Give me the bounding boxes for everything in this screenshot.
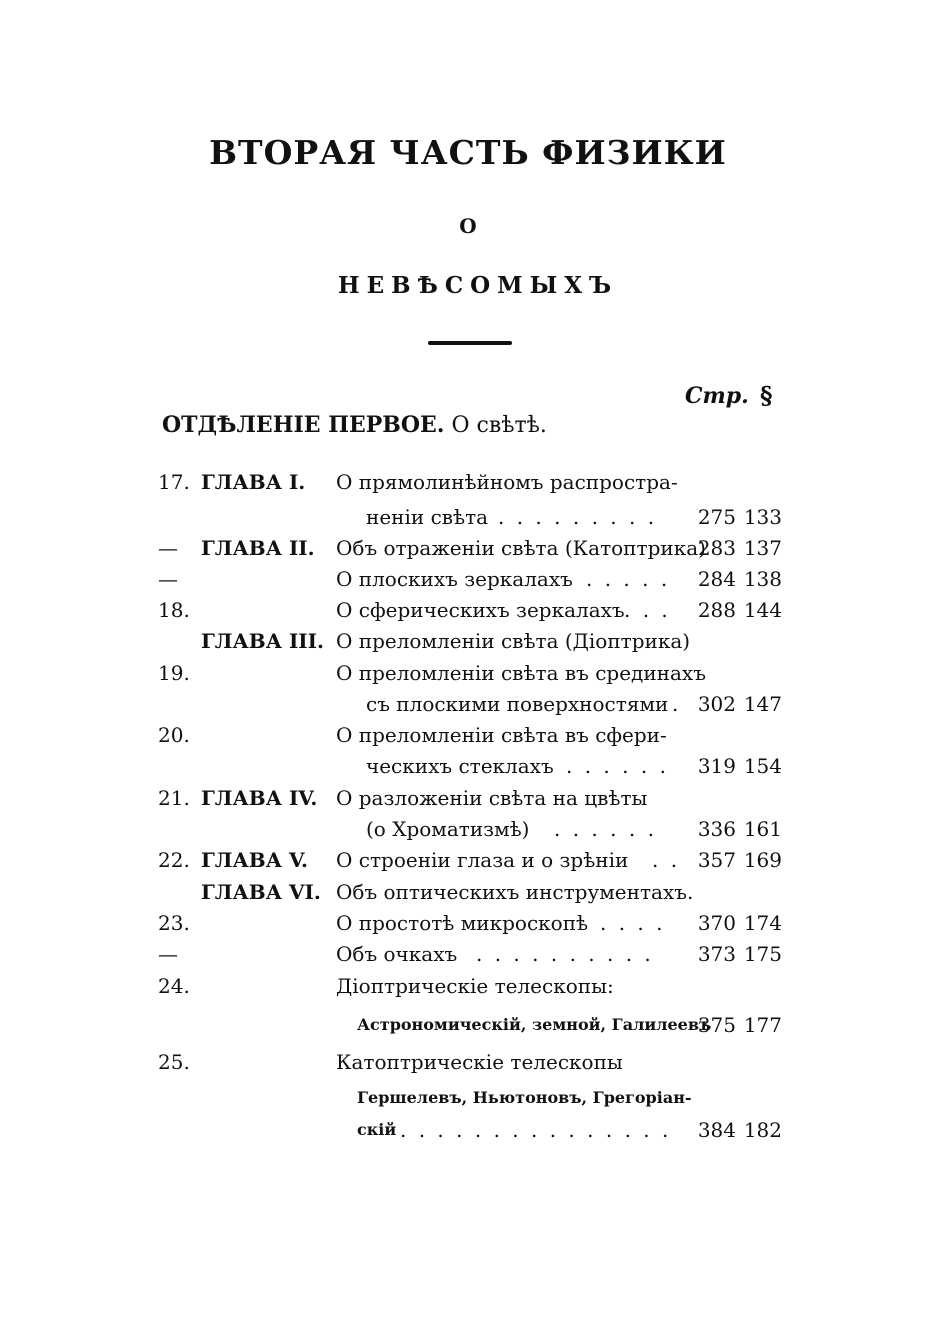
row-number: 25. bbox=[158, 1050, 190, 1074]
page-number: 370 bbox=[697, 911, 736, 935]
page-number: 319 bbox=[697, 754, 736, 778]
section-name: ОТДѢЛЕНІЕ ПЕРВОЕ. bbox=[162, 412, 445, 438]
dot-leader: . . bbox=[652, 848, 681, 872]
dot-leader: . bbox=[672, 692, 682, 716]
row-number: 18. bbox=[158, 598, 190, 622]
paragraph-number: 144 bbox=[743, 598, 782, 622]
chapter-label: ГЛАВА VI. bbox=[201, 880, 321, 904]
toc-row bbox=[0, 845, 936, 875]
toc-row bbox=[0, 939, 936, 969]
entry-text: О преломленіи свѣта въ сфери- bbox=[336, 723, 667, 747]
entry-text: съ плоскими поверхностями bbox=[366, 692, 669, 716]
chapter-label: ГЛАВА IV. bbox=[201, 786, 318, 810]
entry-text: О простотѣ микроскопѣ bbox=[336, 911, 589, 935]
divider bbox=[428, 341, 512, 345]
paragraph-number: 169 bbox=[743, 848, 782, 872]
dot-leader: . . . . bbox=[600, 911, 666, 935]
paragraph-number: 137 bbox=[743, 536, 782, 560]
paragraph-number: 161 bbox=[743, 817, 782, 841]
row-number: 21. bbox=[158, 786, 190, 810]
paragraph-number: 182 bbox=[743, 1118, 782, 1142]
toc-row bbox=[0, 1010, 936, 1040]
toc-row bbox=[0, 908, 936, 938]
page-number: 288 bbox=[697, 598, 736, 622]
entry-text: Діоптрическіе телескопы: bbox=[336, 974, 614, 998]
paragraph-number: 177 bbox=[743, 1013, 782, 1037]
entry-text: Объ отраженіи свѣта (Катоптрика) bbox=[336, 536, 706, 560]
page-number: 384 bbox=[697, 1118, 736, 1142]
row-number: — bbox=[158, 536, 178, 560]
entry-text: О преломленіи свѣта въ срединахъ bbox=[336, 661, 706, 685]
entry-text: О прямолинѣйномъ распростра- bbox=[336, 470, 678, 494]
entry-text: Объ очкахъ bbox=[336, 942, 458, 966]
chapter-label: ГЛАВА III. bbox=[201, 629, 324, 653]
toc-row bbox=[0, 626, 936, 656]
paragraph-number: 147 bbox=[743, 692, 782, 716]
page-number: 275 bbox=[697, 505, 736, 529]
dot-leader: . . . bbox=[624, 598, 671, 622]
toc-row bbox=[0, 877, 936, 907]
entry-text: О преломленіи свѣта (Діоптрика) bbox=[336, 629, 691, 653]
section-heading bbox=[162, 412, 547, 438]
subtitle-preposition: О bbox=[459, 214, 477, 238]
row-number: 17. bbox=[158, 470, 190, 494]
entry-text: Объ оптическихъ инструментахъ. bbox=[336, 880, 694, 904]
toc-row bbox=[0, 783, 936, 813]
entry-text: скій bbox=[357, 1120, 397, 1139]
toc-row bbox=[0, 1115, 936, 1145]
dot-leader: . . . . . bbox=[586, 567, 671, 591]
page-number: 373 bbox=[697, 942, 736, 966]
dot-leader: . . . . . . . . . bbox=[498, 505, 658, 529]
toc-row bbox=[0, 689, 936, 719]
entry-text: ческихъ стеклахъ bbox=[366, 754, 554, 778]
page-column-header: Стр. bbox=[685, 383, 749, 409]
entry-text: неніи свѣта bbox=[366, 505, 489, 529]
paragraph-number: 174 bbox=[743, 911, 782, 935]
page-number: 375 bbox=[697, 1013, 736, 1037]
row-number: 22. bbox=[158, 848, 190, 872]
entry-text: О разложеніи свѣта на цвѣты bbox=[336, 786, 648, 810]
dot-leader: . . . . . . bbox=[566, 754, 669, 778]
toc-row bbox=[0, 814, 936, 844]
row-number: — bbox=[158, 942, 178, 966]
dot-leader: . . . . . . . . . . bbox=[476, 942, 654, 966]
page-title: ВТОРАЯ ЧАСТЬ ФИЗИКИ bbox=[209, 133, 727, 172]
toc-row bbox=[0, 658, 936, 688]
entry-text: Гершелевъ, Ньютоновъ, Грегоріан- bbox=[357, 1088, 692, 1107]
paragraph-number: 138 bbox=[743, 567, 782, 591]
dot-leader: . . . . . . bbox=[554, 817, 657, 841]
entry-text: О строеніи глаза и о зрѣніи bbox=[336, 848, 629, 872]
page-number: 284 bbox=[697, 567, 736, 591]
dot-leader: . . . . . . . . . . . . . . . bbox=[400, 1118, 672, 1142]
page-number: 336 bbox=[697, 817, 736, 841]
toc-row bbox=[0, 533, 936, 563]
chapter-label: ГЛАВА I. bbox=[201, 470, 306, 494]
paragraph-number: 175 bbox=[743, 942, 782, 966]
entry-text: О плоскихъ зеркалахъ bbox=[336, 567, 573, 591]
paragraph-number: 154 bbox=[743, 754, 782, 778]
toc-row bbox=[0, 1047, 936, 1077]
entry-text: О сферическихъ зеркалахъ bbox=[336, 598, 625, 622]
toc-row bbox=[0, 720, 936, 750]
page-number: 302 bbox=[697, 692, 736, 716]
page-number: 283 bbox=[697, 536, 736, 560]
toc-row bbox=[0, 971, 936, 1001]
row-number: 24. bbox=[158, 974, 190, 998]
toc-row bbox=[0, 595, 936, 625]
row-number: 23. bbox=[158, 911, 190, 935]
toc-row bbox=[0, 467, 936, 497]
row-number: 19. bbox=[158, 661, 190, 685]
toc-row bbox=[0, 502, 936, 532]
toc-row bbox=[0, 1083, 936, 1113]
entry-text: Астрономическій, земной, Галилеевъ bbox=[357, 1015, 712, 1034]
row-number: 20. bbox=[158, 723, 190, 747]
row-number: — bbox=[158, 567, 178, 591]
entry-text: (о Хроматизмѣ) bbox=[366, 817, 530, 841]
entry-text: Катоптрическіе телескопы bbox=[336, 1050, 623, 1074]
paragraph-number: 133 bbox=[743, 505, 782, 529]
chapter-label: ГЛАВА II. bbox=[201, 536, 315, 560]
chapter-label: ГЛАВА V. bbox=[201, 848, 308, 872]
subtitle: НЕВѢСОМЫХЪ bbox=[337, 272, 619, 299]
section-topic: О свѣтѣ. bbox=[451, 413, 547, 438]
toc-row bbox=[0, 751, 936, 781]
paragraph-column-header: § bbox=[760, 381, 773, 410]
toc-row bbox=[0, 564, 936, 594]
page-number: 357 bbox=[697, 848, 736, 872]
